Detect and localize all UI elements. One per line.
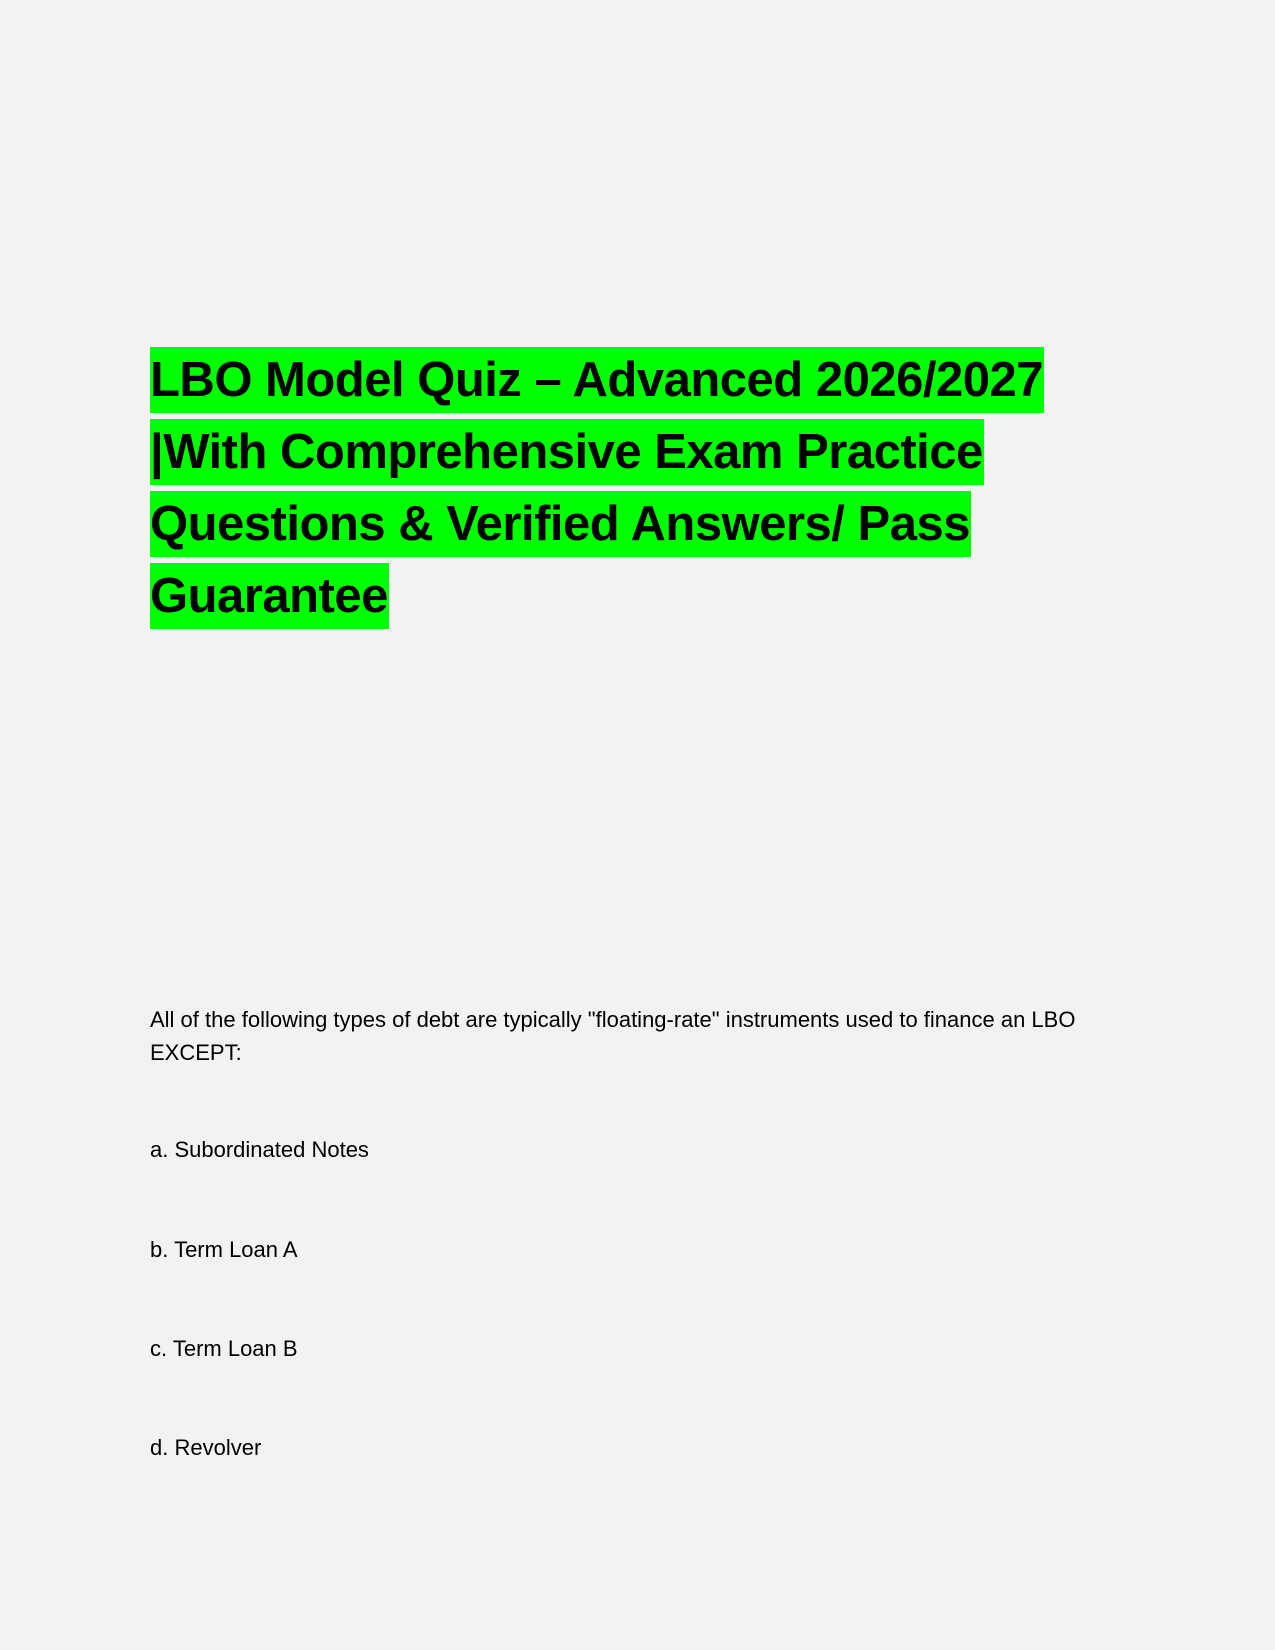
- document-title: [150, 347, 1110, 635]
- title-highlight: Questions & Verified Answers/ Pass: [150, 491, 971, 557]
- answer-option-a: a. Subordinated Notes: [150, 1137, 369, 1162]
- title-line-2: [150, 419, 1110, 491]
- title-highlight: Guarantee: [150, 563, 389, 629]
- title-highlight: LBO Model Quiz – Advanced 2026/2027: [150, 347, 1044, 413]
- question-text: All of the following types of debt are typically "floating-rate" instruments used to finance an LBO EXCEPT:: [150, 1007, 1076, 1065]
- answer-option-b: b. Term Loan A: [150, 1237, 298, 1262]
- title-highlight: |With Comprehensive Exam Practice: [150, 419, 984, 485]
- title-line-3: [150, 491, 1110, 563]
- answer-option-c: c. Term Loan B: [150, 1336, 298, 1361]
- document-page: [150, 0, 1110, 1650]
- title-line-1: [150, 347, 1110, 419]
- answer-option-d: d. Revolver: [150, 1435, 262, 1460]
- title-line-4: [150, 563, 1110, 635]
